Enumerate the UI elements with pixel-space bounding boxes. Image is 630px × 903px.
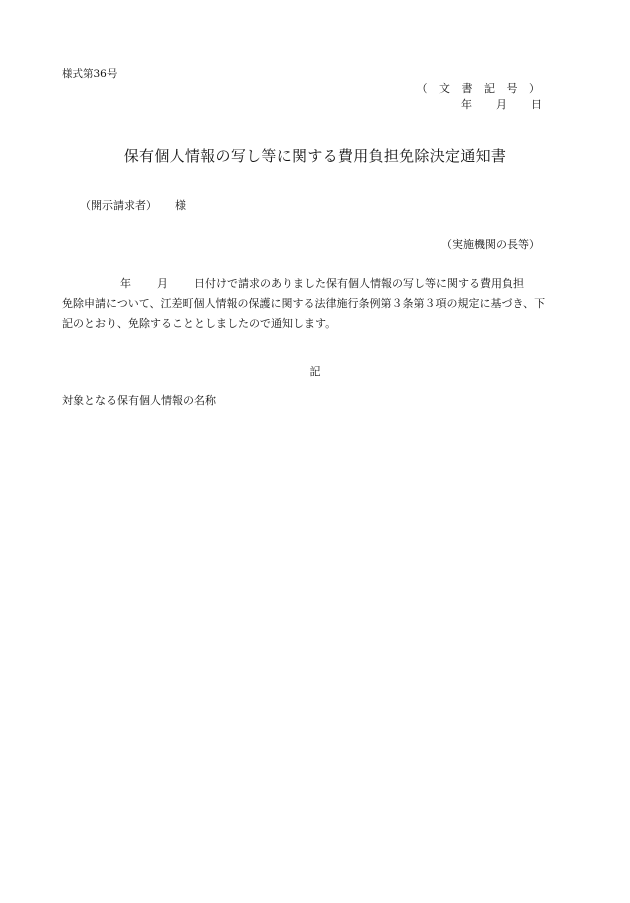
body-line-3: 記のとおり、免除することとしましたので通知します。 [62, 317, 337, 330]
date-year: 年 [461, 98, 472, 111]
addressee-honorific: 様 [175, 199, 186, 212]
ki-heading: 記 [309, 365, 321, 378]
date-month: 月 [496, 98, 507, 111]
body-line-1 [62, 274, 572, 294]
sender: （実施機関の長等） [441, 238, 540, 251]
date-day: 日 [531, 98, 542, 111]
document-number: （ 文 書 記 号 ） [416, 82, 544, 95]
body-year: 年 [120, 277, 131, 290]
body-line1-text: 日付けで請求のありました保有個人情報の写し等に関する費用負担 [194, 277, 524, 290]
body-text [62, 274, 572, 334]
body-line-2: 免除申請について、江差町個人情報の保護に関する法律施行条例第３条第３項の規定に基づき、下 [62, 297, 546, 310]
body-month: 月 [157, 277, 168, 290]
date-line [461, 96, 542, 112]
form-number: 様式第36号 [62, 68, 118, 80]
addressee-requester: （開示請求者） [80, 199, 157, 212]
target-info-label: 対象となる保有個人情報の名称 [62, 394, 216, 407]
document-title: 保有個人情報の写し等に関する費用負担免除決定通知書 [123, 147, 507, 165]
addressee [80, 197, 186, 213]
